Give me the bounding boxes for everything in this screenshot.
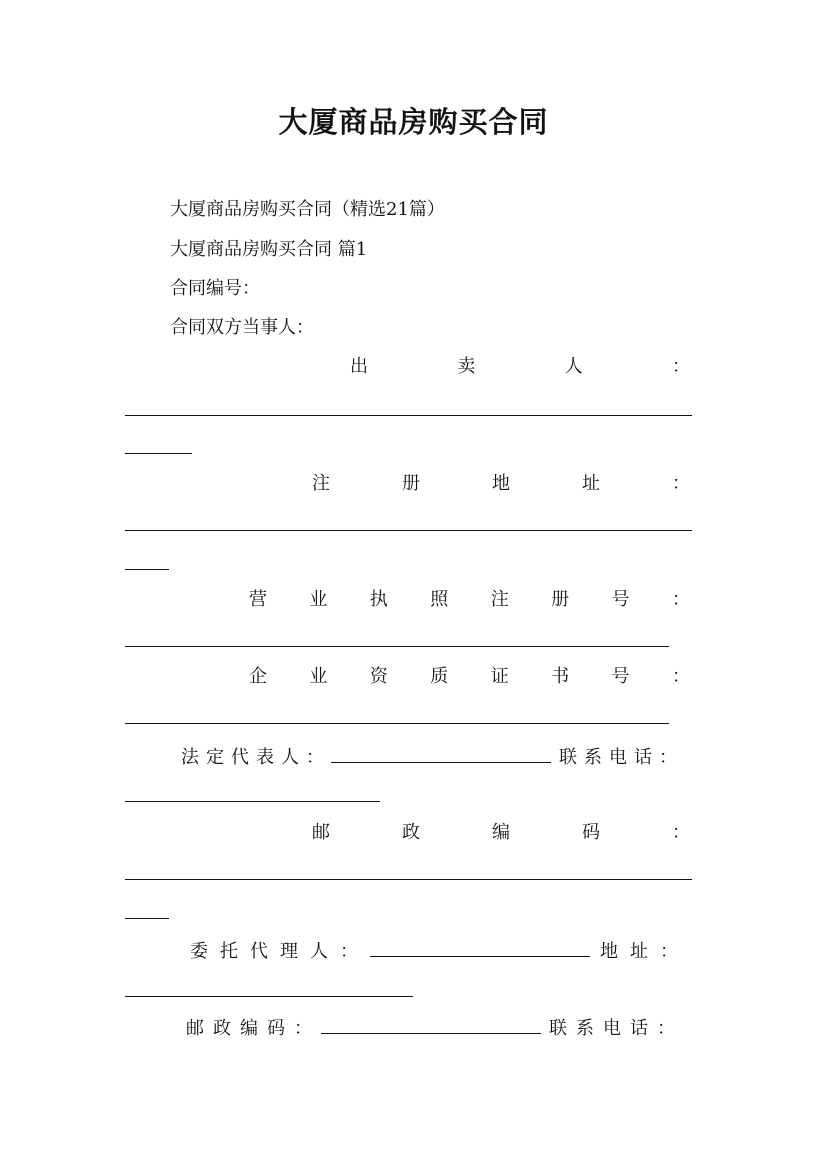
phone2-label: 联系电话： xyxy=(549,1018,684,1039)
legal-rep-field[interactable] xyxy=(331,744,551,763)
license-char: 号 xyxy=(611,589,630,610)
postcode2-field[interactable] xyxy=(321,1015,541,1034)
address-char: 地 xyxy=(492,473,510,494)
license-blank-line xyxy=(125,646,669,647)
qualification-char: 质 xyxy=(430,666,449,687)
license-char: 执 xyxy=(369,589,388,610)
seller-blank-line-cont xyxy=(125,453,192,454)
seller-label xyxy=(125,355,690,379)
qualification-char: 号 xyxy=(611,666,630,687)
postcode-phone-row xyxy=(186,1015,684,1041)
address-char: 册 xyxy=(402,473,420,494)
agent-address-blank-line xyxy=(125,996,413,997)
intro-line-2: 大厦商品房购买合同 篇1 xyxy=(170,239,368,260)
colon: ： xyxy=(671,666,690,687)
seller-blank-line xyxy=(125,415,692,416)
agent-field[interactable] xyxy=(370,938,590,957)
postcode-char: 邮 xyxy=(312,822,330,843)
contract-number-label: 合同编号： xyxy=(170,278,260,299)
seller-char: 出 xyxy=(350,356,368,377)
phone-label: 联系电话： xyxy=(559,747,684,768)
qualification-blank-line xyxy=(125,723,669,724)
phone-blank-line xyxy=(125,801,380,802)
colon: ： xyxy=(671,589,690,610)
address-blank-line-cont xyxy=(125,569,169,570)
agent-label: 委托代理人： xyxy=(190,941,370,962)
license-char: 照 xyxy=(430,589,449,610)
seller-char: 卖 xyxy=(457,356,476,377)
postcode-char: 政 xyxy=(402,822,420,843)
address-char: 址 xyxy=(582,473,600,494)
legal-rep-label: 法定代表人： xyxy=(181,747,331,768)
qualification-char: 书 xyxy=(551,666,570,687)
document-title: 大厦商品房购买合同 xyxy=(278,105,549,139)
qualification-char: 企 xyxy=(249,666,267,687)
registered-address-label xyxy=(125,472,690,496)
postcode-blank-line xyxy=(125,879,692,880)
agent-row xyxy=(190,938,690,964)
license-char: 营 xyxy=(249,589,267,610)
postcode-label xyxy=(125,821,690,845)
intro-line-1: 大厦商品房购买合同（精选21篇） xyxy=(170,199,445,220)
colon: ： xyxy=(671,356,690,377)
postcode-char: 编 xyxy=(492,822,510,843)
license-char: 注 xyxy=(490,589,509,610)
address-blank-line xyxy=(125,530,692,531)
parties-label: 合同双方当事人： xyxy=(170,317,314,338)
postcode-blank-line-cont xyxy=(125,918,169,919)
colon: ： xyxy=(672,473,690,494)
license-char: 业 xyxy=(309,589,328,610)
qualification-char: 业 xyxy=(309,666,328,687)
qualification-cert-label xyxy=(125,665,690,689)
agent-address-label: 地址： xyxy=(600,941,690,962)
colon: ： xyxy=(672,822,690,843)
seller-char: 人 xyxy=(564,356,583,377)
qualification-char: 资 xyxy=(369,666,388,687)
license-char: 册 xyxy=(551,589,570,610)
legal-rep-row xyxy=(181,744,684,770)
address-char: 注 xyxy=(312,473,330,494)
postcode2-label: 邮政编码： xyxy=(186,1018,321,1039)
postcode-char: 码 xyxy=(582,822,600,843)
business-license-label xyxy=(125,588,690,612)
qualification-char: 证 xyxy=(490,666,509,687)
